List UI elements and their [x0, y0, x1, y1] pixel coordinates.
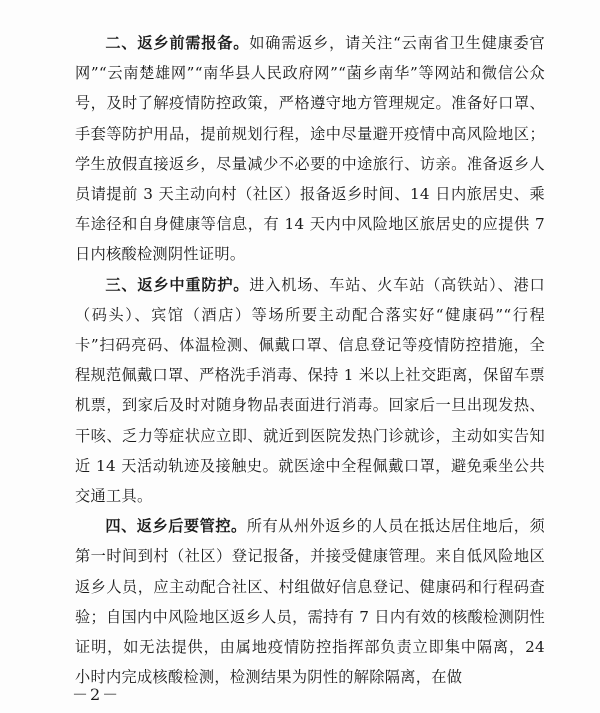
section-4-body: 所有从州外返乡的人员在抵达居住地后，须第一时间到村（社区）登记报备，并接受健康管理。来自低风险地区返乡人员，应主动配合社区、村组做好信息登记、健康码和行程码查验；自国内中风险地区返乡人员，需持有 7 日内有效的核酸检测阴性证明，如无法提供，由属地疫情防控指挥部负责立即集中隔离，24 小时内完成核酸检测，检测结果为阴性的解除隔离，在做 — [75, 517, 545, 687]
page-number: －2－ — [72, 685, 121, 704]
section-3-paragraph — [75, 270, 545, 512]
section-3-heading: 三、返乡中重防护。 — [105, 275, 250, 294]
section-3-body: 进入机场、车站、火车站（高铁站）、港口（码头）、宾馆（酒店）等场所要主动配合落实好“健康码”“行程卡”扫码亮码、体温检测、佩戴口罩、信息登记等疫情防控措施，全程规范佩戴口罩、严格洗手消毒、保持 1 米以上社交距离，保留车票机票，到家后及时对随身物品表面进行消毒。回家后一旦出现发热、干咳、乏力等症状应立即、就近到医院发热门诊就诊，主动如实告知近 14 天活动轨迹及接触史。就医途中全程佩戴口罩，避免乘坐公共交通工具。 — [75, 275, 545, 506]
section-2-heading: 二、返乡前需报备。 — [105, 34, 250, 52]
section-2-paragraph — [75, 28, 545, 270]
section-2-body: 如确需返乡，请关注“云南省卫生健康委官网”“云南楚雄网”“南华县人民政府网”“菌乡南华”等网站和微信公众号，及时了解疫情防控政策，严格遵守地方管理规定。准备好口罩、手套等防护用品，提前规划行程，途中尽量避开疫情中高风险地区；学生放假直接返乡，尽量减少不必要的中途旅行、访亲。准备返乡人员请提前 3 天主动向村（社区）报备返乡时间、14 日内旅居史、乘车途径和自身健康等信息，有 14 天内中风险地区旅居史的应提供 7 日内核酸检测阴性证明。 — [75, 34, 546, 264]
section-4-paragraph — [75, 511, 545, 692]
document-body — [75, 28, 545, 692]
section-4-heading: 四、返乡后要管控。 — [105, 517, 247, 536]
